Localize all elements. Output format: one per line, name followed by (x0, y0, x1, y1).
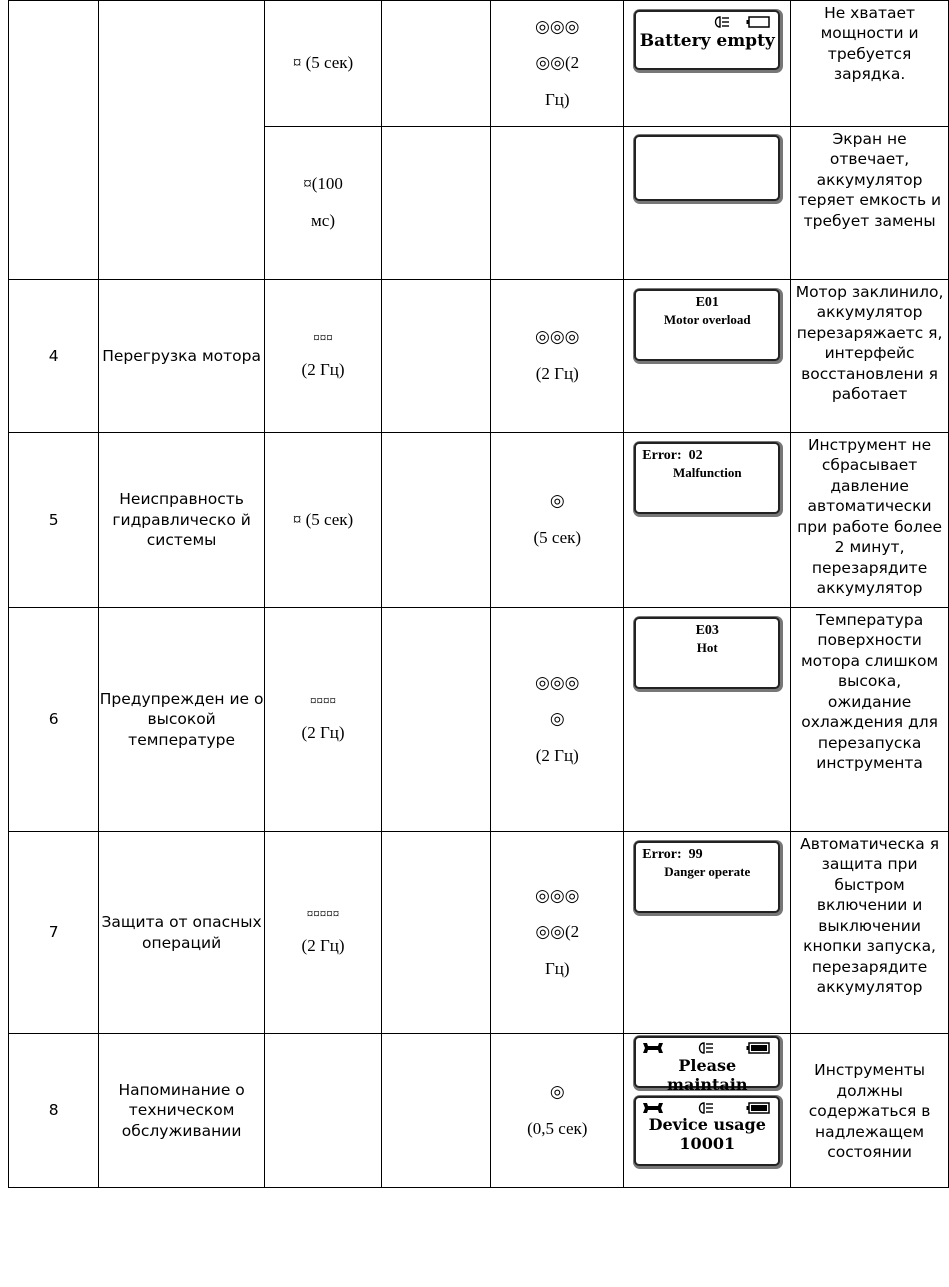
lcd-screen (634, 841, 780, 913)
fault-name: Перегрузка мотора (99, 280, 265, 433)
beep-signal (264, 832, 381, 1034)
light-line: ◎◎◎ (535, 885, 580, 905)
fault-table (8, 0, 949, 1188)
lcd-text: Battery empty (639, 31, 775, 51)
table-row (9, 433, 949, 608)
light-signal (491, 1, 624, 127)
light-line: ◎◎◎ (535, 672, 580, 692)
description: Температура поверхности мотора слишком высока, ожидание охлаждения для перезапуска инструмента (791, 608, 949, 832)
lcd-screen (634, 10, 780, 70)
wrench-icon (642, 1102, 664, 1114)
row-number: 5 (9, 433, 99, 608)
empty-cell (382, 127, 491, 280)
light-line: ◎◎◎ (535, 327, 580, 347)
fault-name: Неисправность гидравлическо й системы (99, 433, 265, 608)
lcd-line: Error: 02 (642, 448, 703, 463)
light-line: ◎◎◎ (535, 16, 580, 36)
row-number: 7 (9, 832, 99, 1034)
lcd-line: Danger operate (664, 864, 751, 879)
table-row (9, 608, 949, 832)
screen-cell (624, 433, 791, 608)
lcd-line: E01 (695, 295, 719, 310)
description: Мотор заклинило, аккумулятор перезаряжаетс я, интерфейс восстановлени я работает (791, 280, 949, 433)
beep-signal: ¤ (5 сек) (264, 433, 381, 608)
empty-cell (382, 433, 491, 608)
lcd-text: Device usage (648, 1115, 766, 1134)
table-row (9, 832, 949, 1034)
screen-cell (624, 1, 791, 127)
empty-cell (264, 1034, 381, 1188)
headlight-icon (712, 16, 730, 28)
beep-signal (264, 127, 381, 280)
beep-signal (264, 280, 381, 433)
description: Инструмент не сбрасывает давление автоматически при работе более 2 минут, перезарядите аккумулятор (791, 433, 949, 608)
light-signal (491, 608, 624, 832)
light-signal (491, 280, 624, 433)
lcd-icons (642, 1101, 770, 1115)
light-line: ◎◎(2 (535, 53, 580, 73)
empty-cell (382, 280, 491, 433)
lcd-text: Please maintain (667, 1056, 748, 1094)
light-line: ◎ (549, 1081, 565, 1101)
row-number: 6 (9, 608, 99, 832)
lcd-icons (642, 1041, 770, 1055)
light-line: ◎ (549, 709, 565, 729)
empty-cell (382, 1, 491, 127)
lcd-screen (634, 1036, 780, 1094)
lcd-icons (712, 15, 770, 29)
lcd-line: Error: 99 (642, 847, 703, 862)
battery-full-icon (746, 1102, 770, 1114)
battery-full-icon (746, 1042, 770, 1054)
lcd-screen (634, 1096, 780, 1166)
light-signal (491, 832, 624, 1034)
fault-name: Напоминание о техническом обслуживании (99, 1034, 265, 1188)
lcd-screen (634, 617, 780, 689)
wrench-icon (642, 1042, 664, 1054)
beep-line: (2 Гц) (301, 359, 345, 379)
table-row (9, 1034, 949, 1188)
screen-cell (624, 832, 791, 1034)
lcd-screen (634, 442, 780, 514)
fault-name (99, 1, 265, 280)
light-line: Гц) (544, 89, 570, 109)
light-signal (491, 1034, 624, 1188)
headlight-icon (696, 1102, 714, 1114)
battery-empty-icon (746, 16, 770, 28)
light-line: (0,5 сек) (527, 1118, 588, 1138)
beep-signal (264, 608, 381, 832)
lcd-line: Hot (696, 640, 718, 655)
description: Не хватает мощности и требуется зарядка. (791, 1, 949, 127)
light-line: (2 Гц) (535, 364, 579, 383)
description: Инструменты должны содержаться в надлежащем состоянии (791, 1034, 949, 1188)
row-number (9, 1, 99, 280)
screen-cell (624, 608, 791, 832)
description: Экран не отвечает, аккумулятор теряет емкость и требует замены (791, 127, 949, 280)
light-line: Гц) (544, 958, 570, 978)
screen-cell (624, 280, 791, 433)
row-number: 8 (9, 1034, 99, 1188)
light-signal (491, 433, 624, 608)
beep-line: ¤¤¤ (313, 329, 333, 345)
table-row (9, 1, 949, 127)
empty-cell (491, 127, 624, 280)
lcd-line: E03 (695, 623, 719, 638)
screen-cell (624, 1034, 791, 1188)
lcd-screen-blank (634, 135, 780, 201)
beep-line: ¤(100 (303, 174, 343, 194)
light-line: ◎ (549, 491, 565, 511)
beep-line: (2 Гц) (301, 936, 345, 956)
headlight-icon (696, 1042, 714, 1054)
lcd-line: Malfunction (672, 465, 742, 480)
beep-line: мс) (311, 211, 336, 230)
light-line: (5 сек) (533, 528, 582, 547)
table-row (9, 280, 949, 433)
fault-name: Защита от опасных операций (99, 832, 265, 1034)
lcd-line: Motor overload (663, 312, 751, 327)
lcd-screen (634, 289, 780, 361)
lcd-text: 10001 (679, 1134, 736, 1153)
empty-cell (382, 608, 491, 832)
light-line: ◎◎(2 (535, 922, 580, 942)
beep-signal: ¤ (5 сек) (264, 1, 381, 127)
light-line: (2 Гц) (535, 745, 579, 765)
empty-cell (382, 1034, 491, 1188)
fault-name: Предупрежден ие о высокой температуре (99, 608, 265, 832)
beep-line: ¤¤¤¤ (310, 693, 337, 709)
screen-cell (624, 127, 791, 280)
beep-line: (2 Гц) (301, 723, 345, 743)
description: Автоматическа я защита при быстром включении и выключении кнопки запуска, перезарядите аккумулятор (791, 832, 949, 1034)
empty-cell (382, 832, 491, 1034)
beep-line: ¤¤¤¤¤ (306, 906, 340, 922)
row-number: 4 (9, 280, 99, 433)
